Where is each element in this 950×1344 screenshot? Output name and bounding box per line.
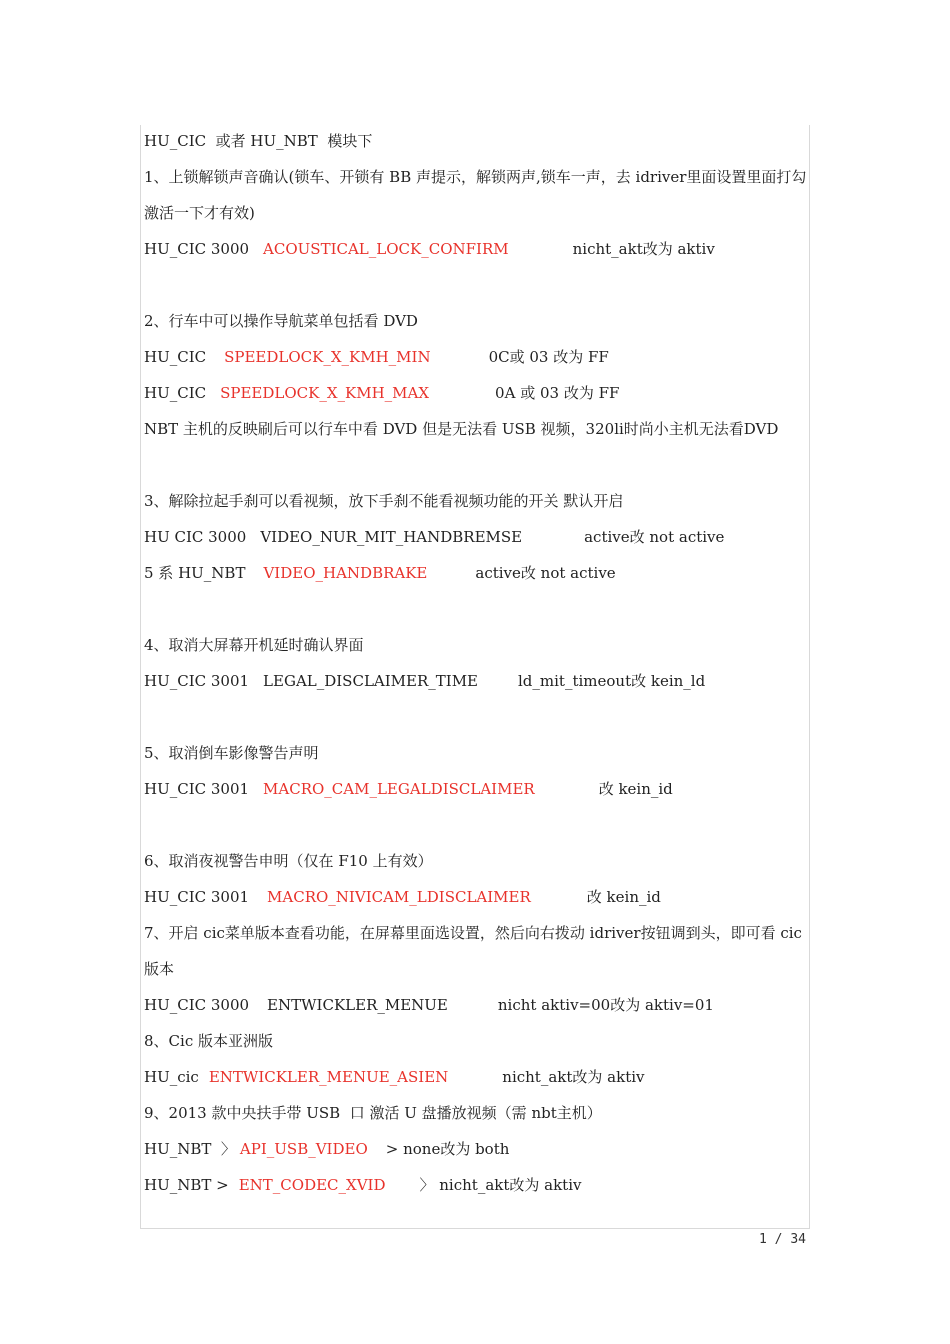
code-key: ENTWICKLER_MENUE: [267, 996, 448, 1014]
spacer: [144, 267, 808, 303]
item-6-heading: 6、取消夜视警告申明（仅在 F10 上有效）: [144, 852, 433, 870]
item-3-heading: 3、解除拉起手刹可以看视频，放下手刹不能看视频功能的开关 默认开启: [144, 492, 624, 510]
code-key: ACOUSTICAL_LOCK_CONFIRM: [263, 240, 509, 258]
code-key: SPEEDLOCK_X_KMH_MAX: [220, 384, 430, 402]
code-key: MACRO_NIVICAM_LDISCLAIMER: [267, 888, 531, 906]
code-line: HU_CIC 3001 LEGAL_DISCLAIMER_TIME ld_mit_timeout改 kein_ld: [144, 672, 706, 690]
module-heading: HU_CIC 或者 HU_NBT 模块下: [144, 132, 373, 150]
item-5-heading: 5、取消倒车影像警告声明: [144, 744, 319, 762]
item-8-heading: 8、Cic 版本亚洲版: [144, 1032, 273, 1050]
code-line: HU_CIC 3000 ACOUSTICAL_LOCK_CONFIRM nicht_akt改为 aktiv: [144, 240, 715, 258]
item-2-note: NBT 主机的反映刷后可以行车中看 DVD 但是无法看 USB 视频，320li时尚小主机无法看DVD: [144, 420, 779, 438]
code-key: ENT_CODEC_XVID: [238, 1176, 386, 1194]
code-key: VIDEO_HANDBRAKE: [263, 564, 428, 582]
code-line: HU_CIC 3000 ENTWICKLER_MENUE nicht aktiv=00改为 aktiv=01: [144, 996, 714, 1014]
code-line: HU_NBT > ENT_CODEC_XVID 〉 nicht_akt改为 aktiv: [144, 1176, 582, 1194]
spacer: [144, 447, 808, 483]
code-line: HU_cic ENTWICKLER_MENUE_ASIEN nicht_akt改为 aktiv: [144, 1068, 645, 1086]
code-line: HU_CIC SPEEDLOCK_X_KMH_MAX 0A 或 03 改为 FF: [144, 384, 620, 402]
code-key: VIDEO_NUR_MIT_HANDBREMSE: [260, 528, 523, 546]
code-line: 5 系 HU_NBT VIDEO_HANDBRAKE active改 not active: [144, 564, 616, 582]
spacer: [144, 807, 808, 843]
code-key: ENTWICKLER_MENUE_ASIEN: [208, 1068, 449, 1086]
code-line: HU_NBT 〉 API_USB_VIDEO > none改为 both: [144, 1140, 510, 1158]
code-line: HU_CIC 3001 MACRO_CAM_LEGALDISCLAIMER 改 kein_id: [144, 780, 673, 798]
item-4-heading: 4、取消大屏幕开机延时确认界面: [144, 636, 364, 654]
code-line: HU_CIC SPEEDLOCK_X_KMH_MIN 0C或 03 改为 FF: [144, 348, 609, 366]
code-key: SPEEDLOCK_X_KMH_MIN: [224, 348, 431, 366]
spacer: [144, 699, 808, 735]
item-1-description: 1、上锁解锁声音确认(锁车、开锁有 BB 声提示，解锁两声,锁车一声，去 idriver里面设置里面打勾激活一下才有效): [144, 168, 807, 222]
code-key: API_USB_VIDEO: [239, 1140, 368, 1158]
item-2-heading: 2、行车中可以操作导航菜单包括看 DVD: [144, 312, 418, 330]
page-number: 1 / 34: [759, 1232, 806, 1247]
item-7-description: 7、开启 cic菜单版本查看功能，在屏幕里面选设置，然后向右拨动 idriver按钮调到头，即可看 cic版本: [144, 924, 802, 978]
code-line: HU_CIC 3001 MACRO_NIVICAM_LDISCLAIMER 改 kein_id: [144, 888, 661, 906]
item-9-heading: 9、2013 款中央扶手带 USB 口 激活 U 盘播放视频（需 nbt主机）: [144, 1104, 602, 1122]
spacer: [144, 591, 808, 627]
document-body: [144, 123, 808, 1203]
code-key: LEGAL_DISCLAIMER_TIME: [263, 672, 478, 690]
code-key: MACRO_CAM_LEGALDISCLAIMER: [263, 780, 535, 798]
code-line: HU CIC 3000 VIDEO_NUR_MIT_HANDBREMSE active改 not active: [144, 528, 725, 546]
